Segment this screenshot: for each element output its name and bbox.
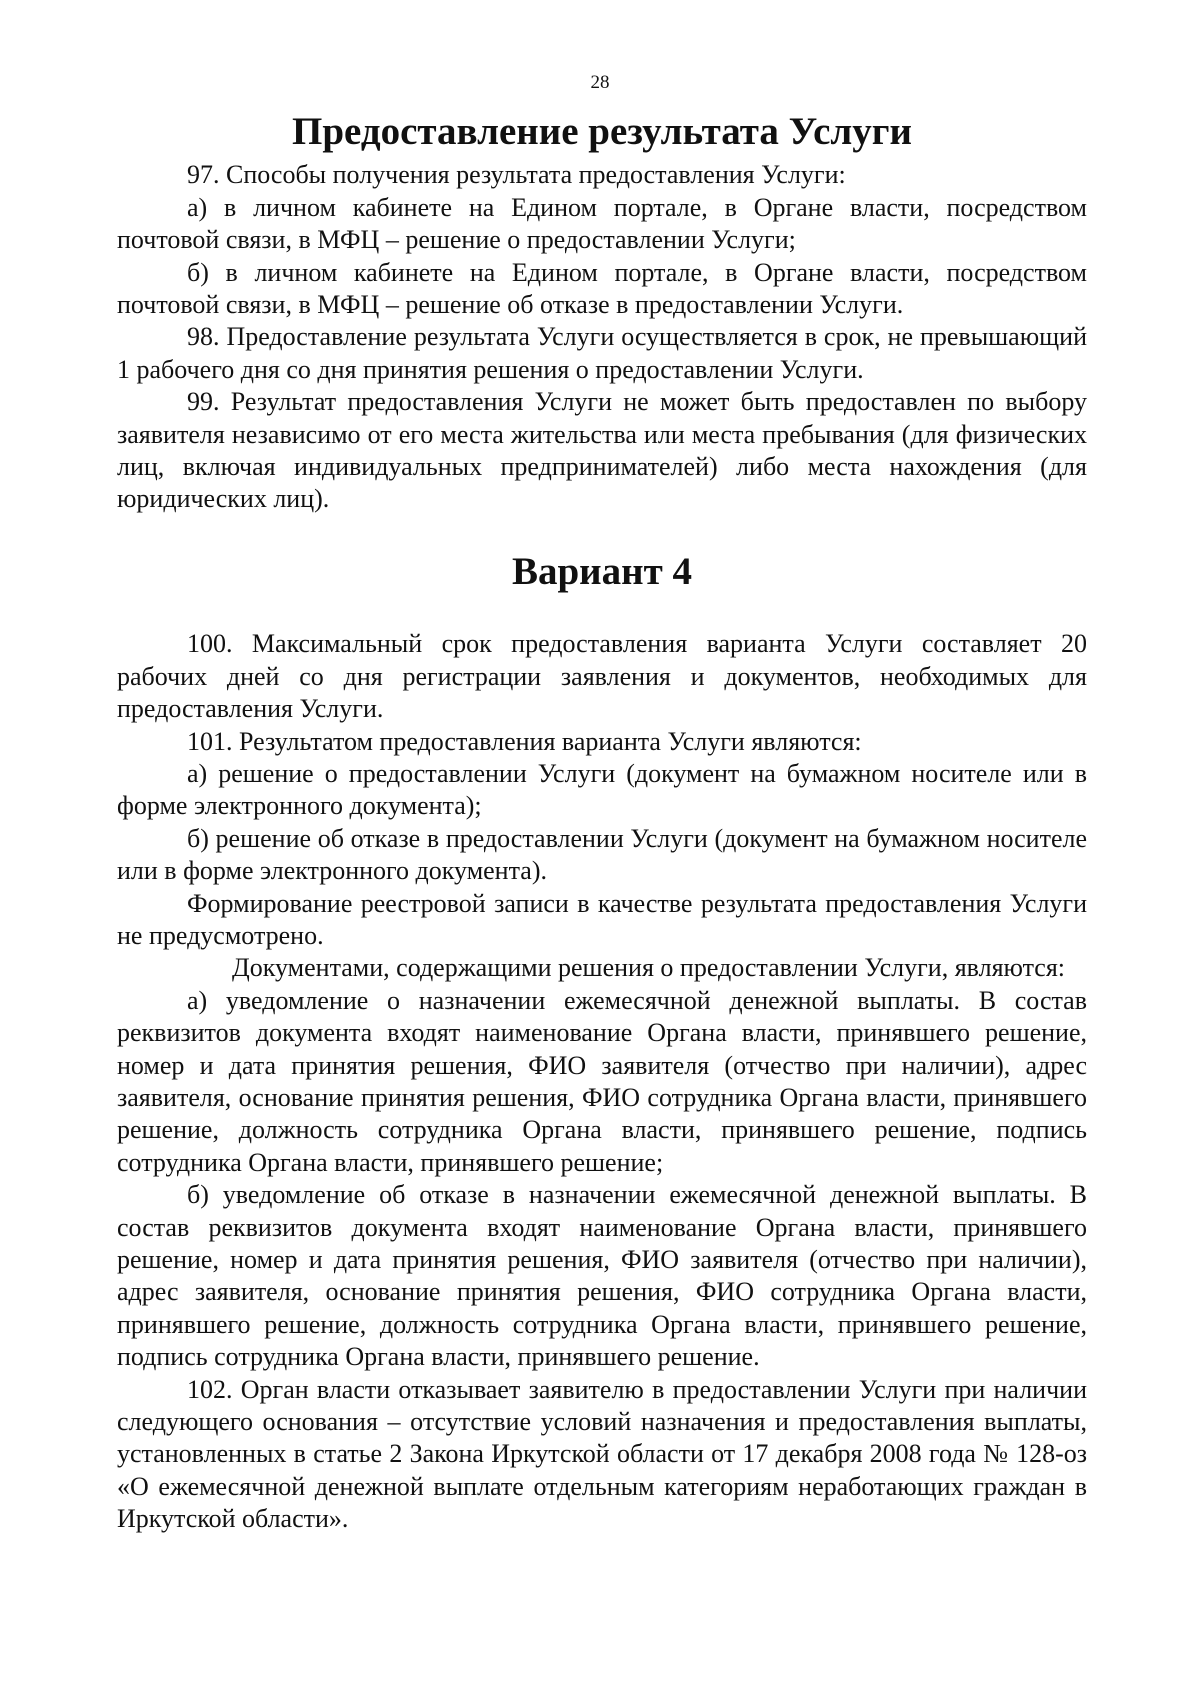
paragraph-97: 97. Способы получения результата предоставления Услуги: [187,160,846,190]
section-heading-variant-4: Вариант 4 [511,549,693,593]
page-number: 28 [590,72,610,93]
paragraph-100: 100. Максимальный срок предоставления варианта Услуги составляет 20 рабочих дней со дня регистрации заявления и документов, необходимых для предоставления Услуги. [117,629,1087,724]
paragraph-101a: а) решение о предоставлении Услуги (документ на бумажном носителе или в форме электронного документа); [117,758,1087,821]
paragraph-97b: б) в личном кабинете на Едином портале, в Органе власти, посредством почтовой связи, в МФЦ – решение об отказе в предоставлении Услуги. [117,257,1087,320]
document-body [117,110,1087,1536]
paragraph-notice-grant: а) уведомление о назначении ежемесячной денежной выплаты. В состав реквизитов документа входят наименование Органа власти, принявшего решение, номер и дата принятия решения, ФИО заявителя (отчество при наличии), адрес заявителя, основание принятия решения, ФИО сотрудника Органа власти, принявшего решение, должность сотрудника Органа власти, принявшего решение, подпись сотрудника Органа власти, принявшего решение; [117,985,1087,1177]
paragraph-97a: а) в личном кабинете на Едином портале, в Органе власти, посредством почтовой связи, в МФЦ – решение о предоставлении Услуги; [117,192,1087,255]
paragraph-notice-refusal: б) уведомление об отказе в назначении ежемесячной денежной выплаты. В состав реквизитов документа входят наименование Органа власти, принявшего решение, номер и дата принятия решения, ФИО заявителя (отчество при наличии), адрес заявителя, основание принятия решения, ФИО сотрудника Органа власти, принявшего решение, должность сотрудника Органа власти, принявшего решение, подпись сотрудника Органа власти, принявшего решение. [117,1180,1087,1372]
paragraph-decision-documents: Документами, содержащими решения о предоставлении Услуги, являются: [232,953,1066,983]
paragraph-101b: б) решение об отказе в предоставлении Услуги (документ на бумажном носителе или в форме электронного документа). [117,823,1087,886]
paragraph-registry-record: Формирование реестровой записи в качестве результата предоставления Услуги не предусмотрено. [117,888,1087,950]
section-heading-result: Предоставление результата Услуги [292,110,912,153]
paragraph-101: 101. Результатом предоставления варианта Услуги являются: [187,726,862,756]
paragraph-102: 102. Орган власти отказывает заявителю в предоставлении Услуги при наличии следующего основания – отсутствие условий назначения и предоставления выплаты, установленных в статье 2 Закона Иркутской области от 17 декабря 2008 года № 128-оз «О ежемесячной денежной выплате отдельным категориям неработающих граждан в Иркутской области». [117,1374,1087,1534]
paragraph-99: 99. Результат предоставления Услуги не может быть предоставлен по выбору заявителя независимо от его места жительства или места пребывания (для физических лиц, включая индивидуальных предпринимателей) либо места нахождения (для юридических лиц). [117,387,1087,514]
paragraph-98: 98. Предоставление результата Услуги осуществляется в срок, не превышающий 1 рабочего дня со дня принятия решения о предоставлении Услуги. [117,322,1087,384]
